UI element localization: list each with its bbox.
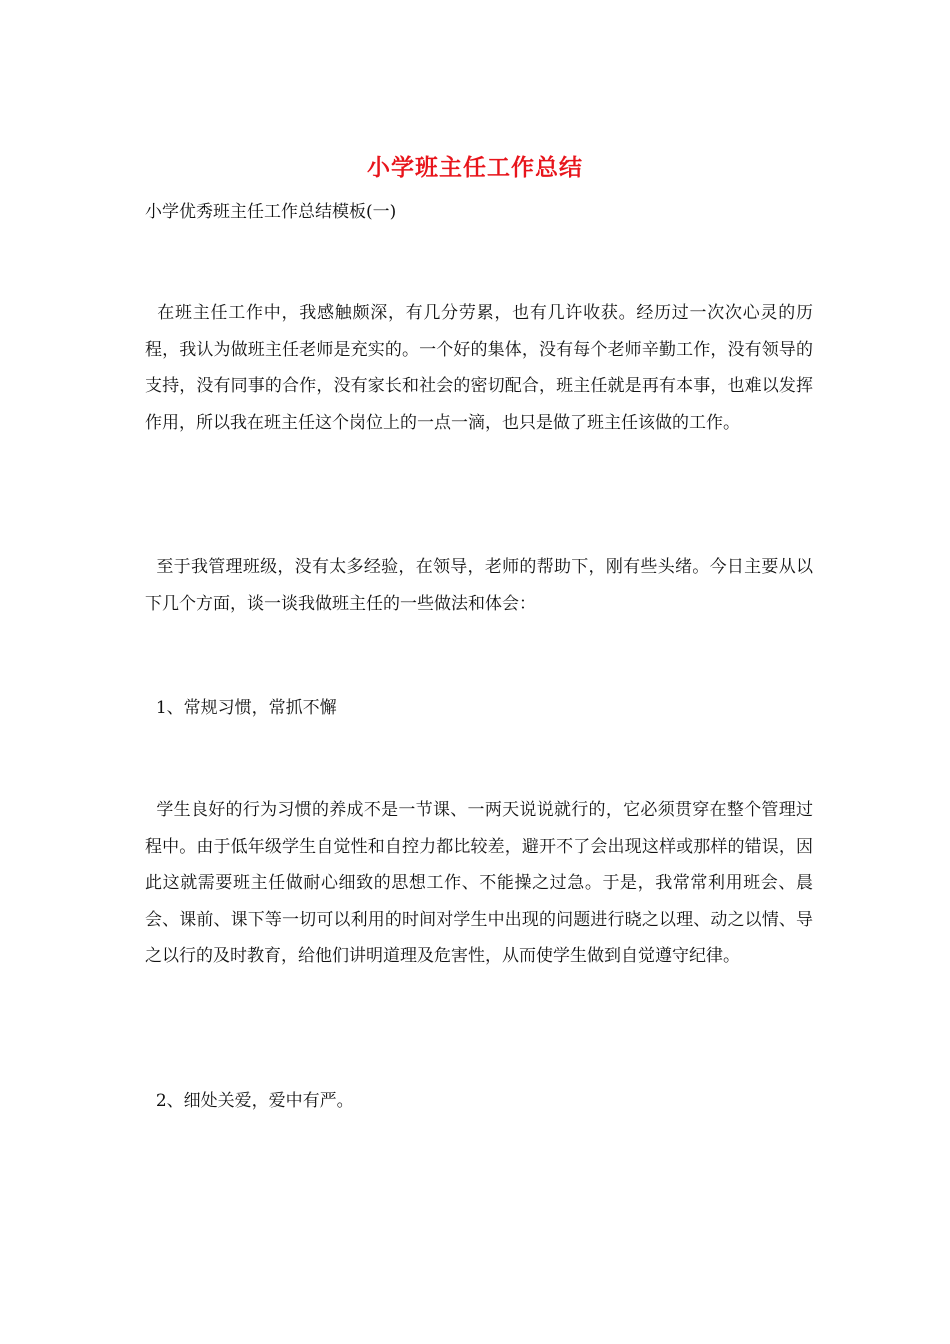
section-heading-2: 2、细处关爱，爱中有严。 [145,1091,354,1111]
document-subtitle: 小学优秀班主任工作总结模板(一) [145,202,397,222]
paragraph-intro: 在班主任工作中，我感触颇深，有几分劳累，也有几许收获。经历过一次次心灵的历程，我认为做班主任老师是充实的。一个好的集体，没有每个老师辛勤工作，没有领导的支持，没有同事的合作，没有家长和社会的密切配合，班主任就是再有本事，也难以发挥作用，所以我在班主任这个岗位上的一点一滴，也只是做了班主任该做的工作。 [145,303,813,433]
document-title: 小学班主任工作总结 [367,154,583,181]
paragraph-overview: 至于我管理班级，没有太多经验，在领导，老师的帮助下，刚有些头绪。今日主要从以下几个方面，谈一谈我做班主任的一些做法和体会： [145,557,814,614]
section-heading-1: 1、常规习惯，常抓不懈 [145,698,337,718]
paragraph-habits: 学生良好的行为习惯的养成不是一节课、一两天说说就行的，它必须贯穿在整个管理过程中。由于低年级学生自觉性和自控力都比较差，避开不了会出现这样或那样的错误，因此这就需要班主任做耐心细致的思想工作、不能操之过急。于是，我常常利用班会、晨会、课前、课下等一切可以利用的时间对学生中出现的问题进行晓之以理、动之以情、导之以行的及时教育，给他们讲明道理及危害性，从而使学生做到自觉遵守纪律。 [145,800,814,967]
